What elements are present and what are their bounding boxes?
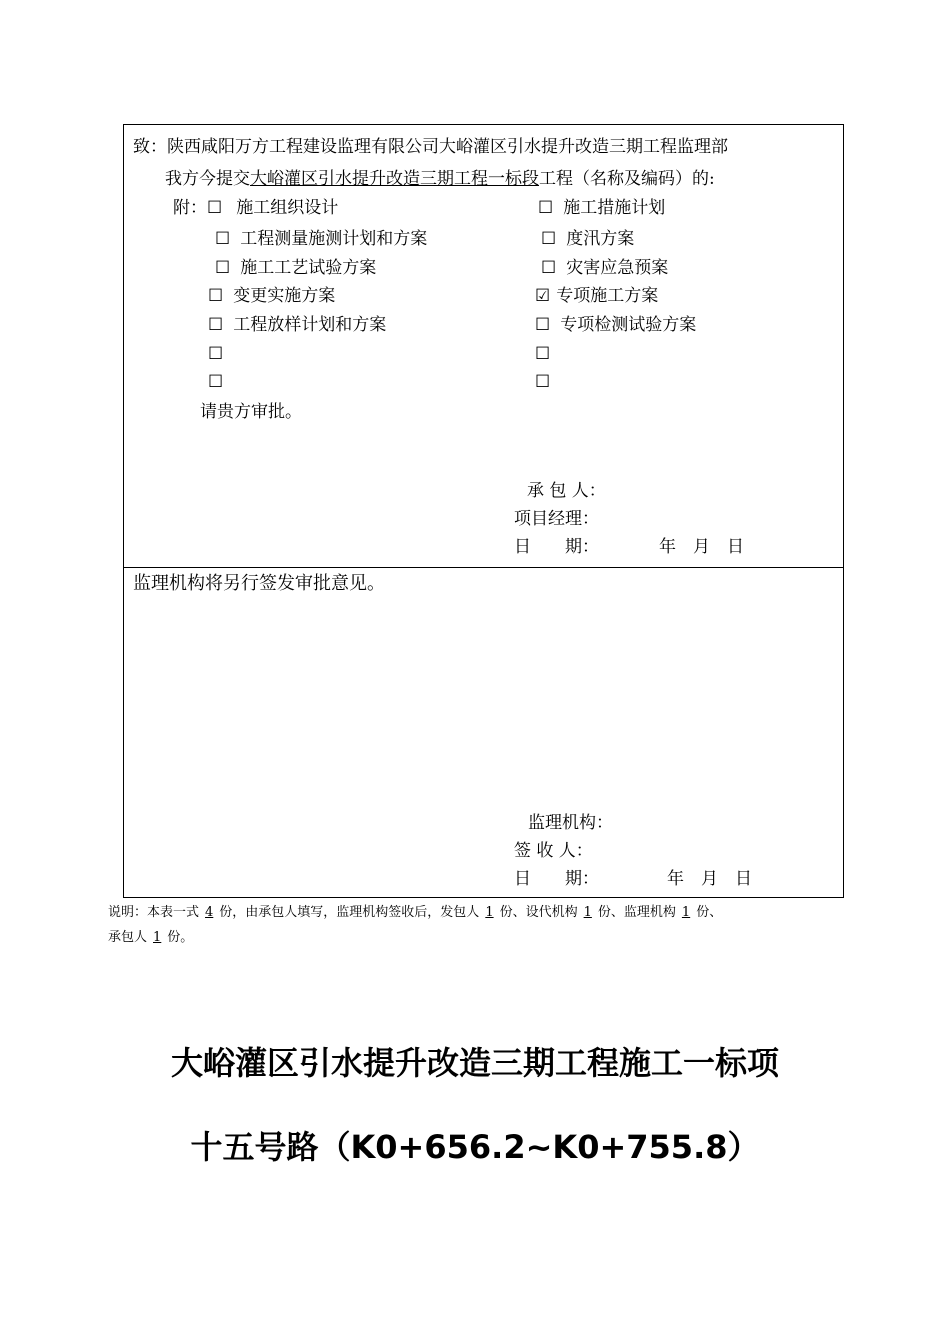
supervisor-opinion: 监理机构将另行签发审批意见。 [133, 573, 385, 594]
note-text: 份、设代机构 [499, 905, 578, 920]
checkbox-icon[interactable]: ☐ [535, 315, 551, 335]
form-divider [123, 567, 844, 568]
attach-row-r3 [541, 257, 668, 279]
checkbox-icon[interactable]: ☐ [541, 258, 557, 278]
submit-project: 大峪灌区引水提升改造三期工程一标段 [250, 169, 539, 189]
addressee-line: 致：陕西咸阳万方工程建设监理有限公司大峪灌区引水提升改造三期工程监理部 [133, 137, 728, 157]
note-copies-contractor: 1 [153, 930, 162, 945]
checkbox-checked-icon[interactable]: ☑ [535, 286, 551, 306]
item-process-test: 施工工艺试验方案 [240, 258, 377, 278]
checkbox-icon[interactable]: ☐ [208, 372, 224, 392]
attach-row-r5 [535, 314, 696, 336]
checkbox-icon[interactable]: ☐ [215, 258, 231, 278]
item-construction-org-design: 施工组织设计 [236, 198, 339, 218]
item-layout-plan: 工程放样计划和方案 [233, 315, 387, 335]
attach-row-2 [215, 228, 427, 250]
item-special-test-plan: 专项检测试验方案 [560, 315, 697, 335]
note-text: 份，由承包人填写，监理机构签收后，发包人 [219, 905, 480, 920]
checkbox-icon[interactable]: ☐ [538, 198, 554, 218]
item-flood-plan: 度汛方案 [566, 229, 635, 249]
attach-label: 附： [173, 198, 207, 218]
item-emergency-plan: 灾害应急预案 [566, 258, 669, 278]
date-label: 日 期： [514, 537, 599, 557]
date2-ymd: 年 月 日 [667, 869, 752, 889]
submit-suffix: 工程（名称及编码）的: [539, 169, 715, 189]
checkbox-icon[interactable]: ☐ [207, 198, 223, 218]
item-survey-plan: 工程测量施测计划和方案 [240, 229, 428, 249]
date2-label: 日 期： [514, 869, 599, 889]
attach-row-4 [208, 285, 335, 307]
attach-row-1 [173, 197, 338, 219]
note-text: 份、监理机构 [597, 905, 676, 920]
project-title: 大峪灌区引水提升改造三期工程施工一标项 [170, 1044, 779, 1082]
note-line-2 [108, 926, 868, 950]
submit-line [165, 168, 715, 190]
receiver-label: 签 收 人： [514, 841, 593, 861]
note-text: 承包人 [108, 930, 148, 945]
checkbox-icon[interactable]: ☐ [208, 286, 224, 306]
request-approval: 请贵方审批。 [200, 402, 302, 422]
date-ymd: 年 月 日 [659, 537, 744, 557]
note-text: 说明：本表一式 [108, 905, 200, 920]
contractor-label: 承 包 人： [527, 481, 606, 501]
note-line-1 [108, 901, 868, 925]
attach-row-5 [208, 314, 386, 336]
item-measure-plan: 施工措施计划 [563, 198, 666, 218]
attach-row-3 [215, 257, 376, 279]
note-copies-total: 4 [205, 905, 214, 920]
checkbox-icon[interactable]: ☐ [541, 229, 557, 249]
attach-row-r1 [538, 197, 665, 219]
item-special-construction-plan: 专项施工方案 [556, 286, 659, 306]
note-copies-owner: 1 [485, 905, 494, 920]
note-copies-supervisor: 1 [681, 905, 691, 920]
road-section-title: 十五号路（K0+656.2~K0+755.8） [190, 1128, 760, 1166]
checkbox-icon[interactable]: ☐ [215, 229, 231, 249]
checkbox-icon[interactable]: ☐ [208, 315, 224, 335]
note-text: 份、 [696, 905, 723, 920]
note-text: 份。 [167, 930, 194, 945]
checkbox-icon[interactable]: ☐ [208, 344, 224, 364]
checkbox-icon[interactable]: ☐ [535, 372, 551, 392]
item-change-plan: 变更实施方案 [233, 286, 336, 306]
project-manager-label: 项目经理： [514, 509, 599, 529]
checkbox-icon[interactable]: ☐ [535, 344, 551, 364]
supervisor-org-label: 监理机构： [528, 813, 613, 833]
attach-row-r2 [541, 228, 634, 250]
attach-row-r4 [535, 285, 658, 307]
note-copies-design: 1 [583, 905, 592, 920]
submit-prefix: 我方今提交 [165, 169, 250, 189]
